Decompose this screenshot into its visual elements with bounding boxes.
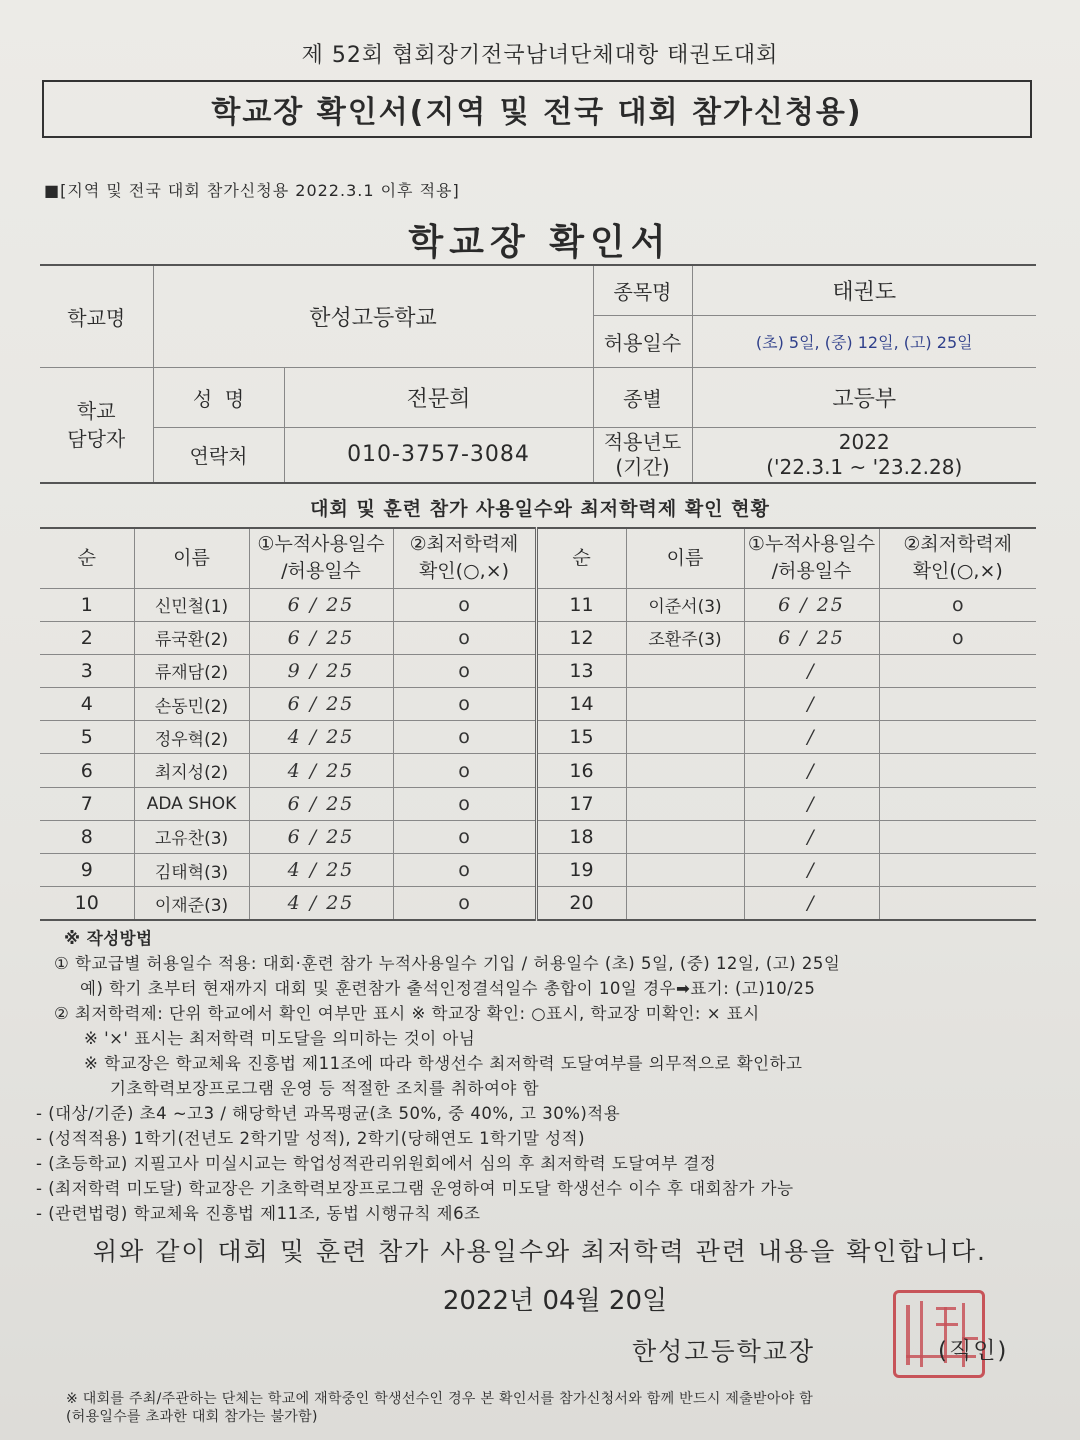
days-used: / <box>744 721 879 754</box>
note-line: 기초학력보장프로그램 운영 등 적절한 조치를 취하여야 함 <box>110 1079 540 1098</box>
student-name <box>626 754 744 787</box>
student-name: 정우혁(2) <box>134 721 249 754</box>
col-check: ②최저학력제 확인(○,×) <box>393 528 536 588</box>
contact-value: 010-3757-3084 <box>284 427 593 483</box>
student-name <box>626 787 744 820</box>
note-line: - (관련법령) 학교체육 진흥법 제11조, 동법 시행규칙 제6조 <box>36 1204 481 1223</box>
roster-row <box>40 688 1036 721</box>
student-name: ADA SHOK <box>134 787 249 820</box>
col-days: ①누적사용일수 /허용일수 <box>249 528 393 588</box>
manager-name: 전문희 <box>284 367 593 427</box>
roster-row <box>40 621 1036 654</box>
row-no: 17 <box>536 787 626 820</box>
sport-value: 태권도 <box>692 265 1036 315</box>
student-name: 이준서(3) <box>626 588 744 621</box>
student-name <box>626 721 744 754</box>
days-used: / <box>744 787 879 820</box>
row-no: 20 <box>536 887 626 920</box>
days-used: / <box>744 688 879 721</box>
roster-title: 대회 및 훈련 참가 사용일수와 최저학력제 확인 현황 <box>310 498 770 520</box>
sport-label: 종목명 <box>593 265 692 315</box>
student-name: 조환주(3) <box>626 621 744 654</box>
student-name: 류재담(2) <box>134 654 249 687</box>
days-used: / <box>744 820 879 853</box>
year-label: 적용년도 (기간) <box>593 427 692 483</box>
days-used: 6 / 25 <box>249 588 393 621</box>
days-used: 9 / 25 <box>249 654 393 687</box>
row-no: 8 <box>40 820 134 853</box>
roster-row <box>40 654 1036 687</box>
footnote: ※ 대회를 주최/주관하는 단체는 학교에 재학중인 학생선수인 경우 본 확인서를 참가신청서와 함께 반드시 제출받아야 함 (허용일수를 초과한 대회 참가는 불가함) <box>66 1391 814 1425</box>
days-used: 6 / 25 <box>249 688 393 721</box>
row-no: 13 <box>536 654 626 687</box>
roster-table <box>40 527 1036 921</box>
days-used: / <box>744 887 879 920</box>
min-academic-check: o <box>393 754 536 787</box>
note-line: 예) 학기 초부터 현재까지 대회 및 훈련참가 출석인정결석일수 총합이 10일 경우➡표기: (고)10/25 <box>80 979 816 998</box>
document-title: 학교장 확인서(지역 및 전국 대회 참가신청용) <box>211 95 863 130</box>
writing-notes <box>36 926 1044 1226</box>
roster-row <box>40 787 1036 820</box>
days-used: 6 / 25 <box>249 621 393 654</box>
manager-label: 학교 담당자 <box>40 367 153 483</box>
note-line: - (초등학교) 지필고사 미실시교는 학업성적관리위원회에서 심의 후 최저학력 도달여부 결정 <box>36 1154 717 1173</box>
days-used: / <box>744 854 879 887</box>
min-academic-check: o <box>879 588 1036 621</box>
min-academic-check: o <box>393 887 536 920</box>
name-label: 성 명 <box>153 367 284 427</box>
student-name: 고유찬(3) <box>134 820 249 853</box>
student-name <box>626 887 744 920</box>
school-name: 한성고등학교 <box>153 265 593 367</box>
student-name: 김태혁(3) <box>134 854 249 887</box>
event-title: 제 52회 협회장기전국남녀단체대항 태권도대회 <box>301 43 779 68</box>
min-academic-check <box>879 887 1036 920</box>
row-no: 14 <box>536 688 626 721</box>
days-used: 6 / 25 <box>744 621 879 654</box>
roster-row <box>40 854 1036 887</box>
row-no: 2 <box>40 621 134 654</box>
note-line: - (최저학력 미도달) 학교장은 기초학력보장프로그램 운영하여 미도달 학생선수 이수 후 대회참가 가능 <box>36 1179 794 1198</box>
document-title-box <box>42 80 1032 138</box>
row-no: 18 <box>536 820 626 853</box>
year-cell <box>692 427 1036 483</box>
note-line: ② 최저학력제: 단위 학교에서 확인 여부만 표시 ※ 학교장 확인: ○표시, 학교장 미확인: × 표시 <box>54 1004 760 1023</box>
principal-name: 한성고등학교장 <box>632 1337 816 1366</box>
student-name: 이재준(3) <box>134 887 249 920</box>
issue-date: 2022년 04월 20일 <box>442 1286 668 1316</box>
col-name: 이름 <box>134 528 249 588</box>
info-table <box>40 264 1036 484</box>
note-line: ※ 학교장은 학교체육 진흥법 제11조에 따라 학생선수 최저학력 도달여부를 의무적으로 확인하고 <box>84 1054 803 1073</box>
min-academic-check: o <box>393 721 536 754</box>
min-academic-check <box>879 654 1036 687</box>
min-academic-check: o <box>393 621 536 654</box>
student-name: 류국환(2) <box>134 621 249 654</box>
row-no: 3 <box>40 654 134 687</box>
row-no: 4 <box>40 688 134 721</box>
min-academic-check <box>879 688 1036 721</box>
row-no: 12 <box>536 621 626 654</box>
note-line: - (성적적용) 1학기(전년도 2학기말 성적), 2학기(당해연도 1학기말 성적) <box>36 1129 586 1148</box>
row-no: 5 <box>40 721 134 754</box>
days-used: 4 / 25 <box>249 854 393 887</box>
note-line: ① 학교급별 허용일수 적용: 대회·훈련 참가 누적사용일수 기입 / 허용일수 (초) 5일, (중) 12일, (고) 25일 <box>54 954 841 973</box>
min-academic-check <box>879 754 1036 787</box>
row-no: 9 <box>40 854 134 887</box>
min-academic-check <box>879 820 1036 853</box>
roster-row <box>40 588 1036 621</box>
apply-note: ■[지역 및 전국 대회 참가신청용 2022.3.1 이후 적용] <box>44 181 460 200</box>
roster-row <box>40 754 1036 787</box>
col-days-right: ①누적사용일수 /허용일수 <box>744 528 879 588</box>
student-name <box>626 820 744 853</box>
student-name <box>626 654 744 687</box>
row-no: 11 <box>536 588 626 621</box>
seal-label: (직인) <box>938 1338 1009 1364</box>
col-name-right: 이름 <box>626 528 744 588</box>
days-used: 6 / 25 <box>744 588 879 621</box>
col-check-right: ②최저학력제 확인(○,×) <box>879 528 1036 588</box>
student-name: 손동민(2) <box>134 688 249 721</box>
row-no: 16 <box>536 754 626 787</box>
min-academic-check <box>879 787 1036 820</box>
min-academic-check: o <box>393 588 536 621</box>
row-no: 7 <box>40 787 134 820</box>
note-line: ※ '×' 표시는 최저학력 미도달을 의미하는 것이 아님 <box>84 1029 476 1048</box>
student-name: 신민철(1) <box>134 588 249 621</box>
col-no: 순 <box>40 528 134 588</box>
min-academic-check: o <box>879 621 1036 654</box>
year-value: 2022 <box>838 429 890 454</box>
min-academic-check <box>879 854 1036 887</box>
row-no: 1 <box>40 588 134 621</box>
days-used: / <box>744 754 879 787</box>
allowed-label: 허용일수 <box>593 315 692 367</box>
confirm-statement: 위와 같이 대회 및 훈련 참가 사용일수와 최저학력 관련 내용을 확인합니다. <box>93 1237 987 1266</box>
min-academic-check: o <box>393 688 536 721</box>
days-used: 4 / 25 <box>249 721 393 754</box>
note-line: - (대상/기준) 초4 ~고3 / 해당학년 과목평균(초 50%, 중 40%, 고 30%)적용 <box>36 1104 621 1123</box>
row-no: 15 <box>536 721 626 754</box>
contact-label: 연락처 <box>153 427 284 483</box>
min-academic-check: o <box>393 654 536 687</box>
row-no: 19 <box>536 854 626 887</box>
division-label: 종별 <box>593 367 692 427</box>
min-academic-check: o <box>393 854 536 887</box>
row-no: 6 <box>40 754 134 787</box>
student-name <box>626 688 744 721</box>
days-used: / <box>744 654 879 687</box>
roster-header-row <box>40 528 1036 588</box>
col-no-right: 순 <box>536 528 626 588</box>
min-academic-check: o <box>393 820 536 853</box>
days-used: 6 / 25 <box>249 820 393 853</box>
roster-row <box>40 820 1036 853</box>
days-used: 4 / 25 <box>249 887 393 920</box>
division-value: 고등부 <box>692 367 1036 427</box>
period-value: ('22.3.1 ~ '23.2.28) <box>766 454 963 479</box>
row-no: 10 <box>40 887 134 920</box>
student-name <box>626 854 744 887</box>
min-academic-check <box>879 721 1036 754</box>
days-used: 4 / 25 <box>249 754 393 787</box>
student-name: 최지성(2) <box>134 754 249 787</box>
roster-row <box>40 721 1036 754</box>
days-used: 6 / 25 <box>249 787 393 820</box>
min-academic-check: o <box>393 787 536 820</box>
main-title: 학교장 확인서 <box>408 222 672 263</box>
allowed-value: (초) 5일, (중) 12일, (고) 25일 <box>692 315 1036 367</box>
notes-heading: ※ 작성방법 <box>64 929 153 948</box>
school-label: 학교명 <box>40 265 153 367</box>
roster-row <box>40 887 1036 920</box>
